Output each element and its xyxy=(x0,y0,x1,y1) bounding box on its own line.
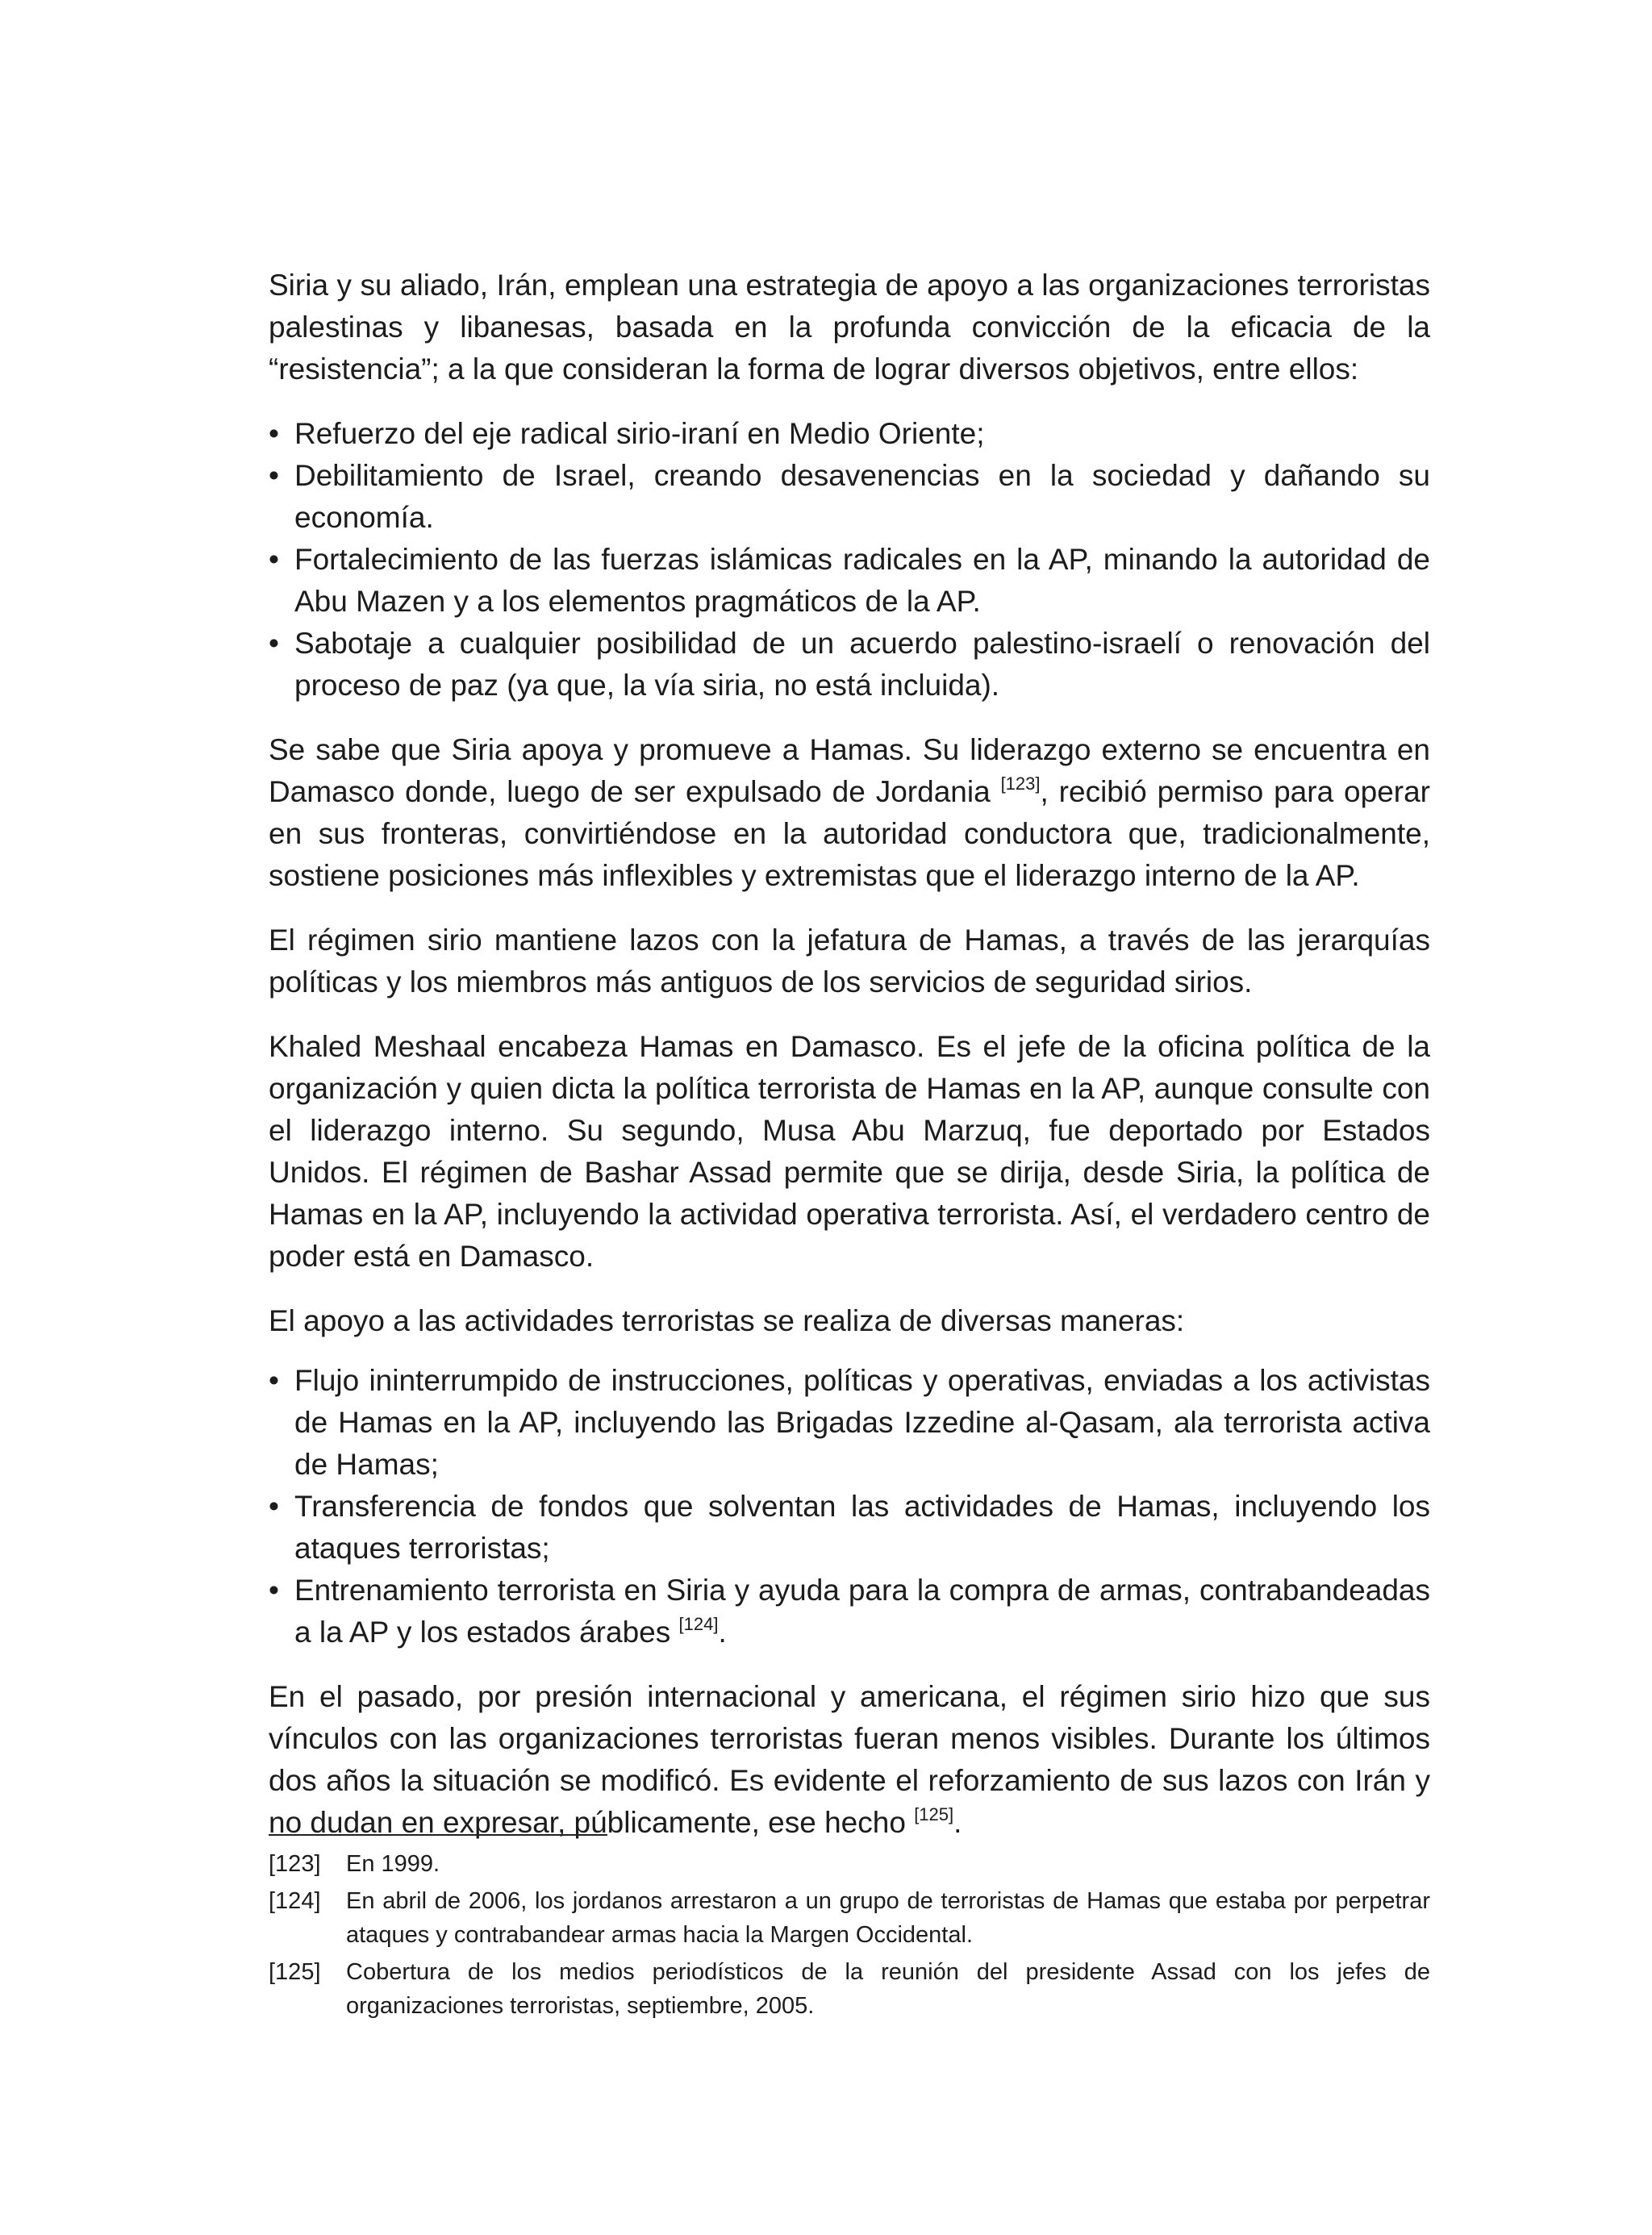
paragraph-intro: Siria y su aliado, Irán, emplean una estrategia de apoyo a las organizaciones terroristas palestinas y libanesas, basada en la profunda convicción de la eficacia de la “resistencia”; a la que consideran la forma de lograr diversos objetivos, entre ellos: xyxy=(269,269,1430,386)
footnote-123 xyxy=(269,1847,1430,1881)
paragraph-past xyxy=(269,1676,1430,1844)
footnotes xyxy=(269,1847,1430,2026)
list-item: • Fortalecimiento de las fuerzas islámicas radicales en la AP, minando la autoridad de Abu Mazen y a los elementos pragmáticos de la AP. xyxy=(269,539,1430,623)
list-item: • Refuerzo del eje radical sirio-iraní en Medio Oriente; xyxy=(269,413,1430,455)
footnote-text: En 1999. xyxy=(346,1851,440,1877)
footnote-125 xyxy=(269,1955,1430,2023)
list-item: • Flujo ininterrumpido de instrucciones, políticas y operativas, enviadas a los activistas de Hamas en la AP, incluyendo las Brigadas Izzedine al-Qasam, ala terrorista activa de Hamas; xyxy=(269,1360,1430,1486)
support-list xyxy=(269,1360,1430,1653)
paragraph-support-ways: El apoyo a las actividades terroristas se realiza de diversas maneras: xyxy=(269,1304,1185,1337)
paragraph-regime-ties: El régimen sirio mantiene lazos con la jefatura de Hamas, a través de las jerarquías políticas y los miembros más antiguos de los servicios de seguridad sirios. xyxy=(269,924,1430,999)
body-text xyxy=(269,265,1430,1866)
footnote-divider xyxy=(269,1834,607,1836)
list-item: • Transferencia de fondos que solventan las actividades de Hamas, incluyendo los ataques terroristas; xyxy=(269,1486,1430,1570)
footnote-124 xyxy=(269,1884,1430,1952)
footnote-number: [123] xyxy=(269,1851,321,1877)
footnote-ref-125[interactable]: [125] xyxy=(914,1804,954,1824)
list-item: • Debilitamiento de Israel, creando desavenencias en la sociedad y dañando su economía. xyxy=(269,455,1430,539)
footnote-ref-123[interactable]: [123] xyxy=(1000,773,1041,794)
list-item xyxy=(269,1570,1430,1653)
list-item-text: . xyxy=(718,1616,727,1649)
footnote-text: Cobertura de los medios periodísticos de la reunión del presidente Assad con los jefes de organizaciones terroristas, septiembre, 2005. xyxy=(346,1959,1430,2019)
paragraph-meshaal: Khaled Meshaal encabeza Hamas en Damasco. Es el jefe de la oficina política de la organización y quien dicta la política terrorista de Hamas en la AP, aunque consulte con el liderazgo interno. Su segundo, Musa Abu Marzuq, fue deportado por Estados Unidos. El régimen de Bashar Assad permite que se dirija, desde Siria, la política de Hamas en la AP, incluyendo la actividad operativa terrorista. Así, el verdadero centro de poder está en Damasco. xyxy=(269,1030,1430,1273)
objectives-list xyxy=(269,413,1430,707)
footnote-number: [124] xyxy=(269,1888,321,1914)
list-item-text: Entrenamiento terrorista en Siria y ayuda para la compra de armas, contrabandeadas a la AP y los estados árabes xyxy=(294,1574,1430,1649)
list-item: • Sabotaje a cualquier posibilidad de un acuerdo palestino-israelí o renovación del proceso de paz (ya que, la vía siria, no está incluida). xyxy=(269,623,1430,707)
footnote-ref-124[interactable]: [124] xyxy=(678,1614,719,1634)
paragraph-text: En el pasado, por presión internacional y americana, el régimen sirio hizo que sus vínculos con las organizaciones terroristas fueran menos visibles. Durante los últimos dos años la situación se modificó. Es evidente el reforzamiento de sus lazos con Irán y no dudan en expresar, públicamente, ese hecho xyxy=(269,1680,1430,1839)
paragraph-text: , recibió permiso para operar en sus fronteras, convirtiéndose en la autoridad conductora que, tradicionalmente, sostiene posiciones más inflexibles y extremistas que el liderazgo interno de la AP. xyxy=(269,775,1431,892)
paragraph-text: . xyxy=(953,1806,962,1839)
paragraph-text: Se sabe que Siria apoya y promueve a Hamas. Su liderazgo externo se encuentra en Damasco donde, luego de ser expulsado de Jordania xyxy=(269,733,1430,808)
paragraph-hamas-support xyxy=(269,729,1430,897)
footnote-number: [125] xyxy=(269,1959,321,1985)
footnote-text: En abril de 2006, los jordanos arrestaron a un grupo de terroristas de Hamas que estaba por perpetrar ataques y contrabandear armas hacia la Margen Occidental. xyxy=(346,1888,1430,1948)
